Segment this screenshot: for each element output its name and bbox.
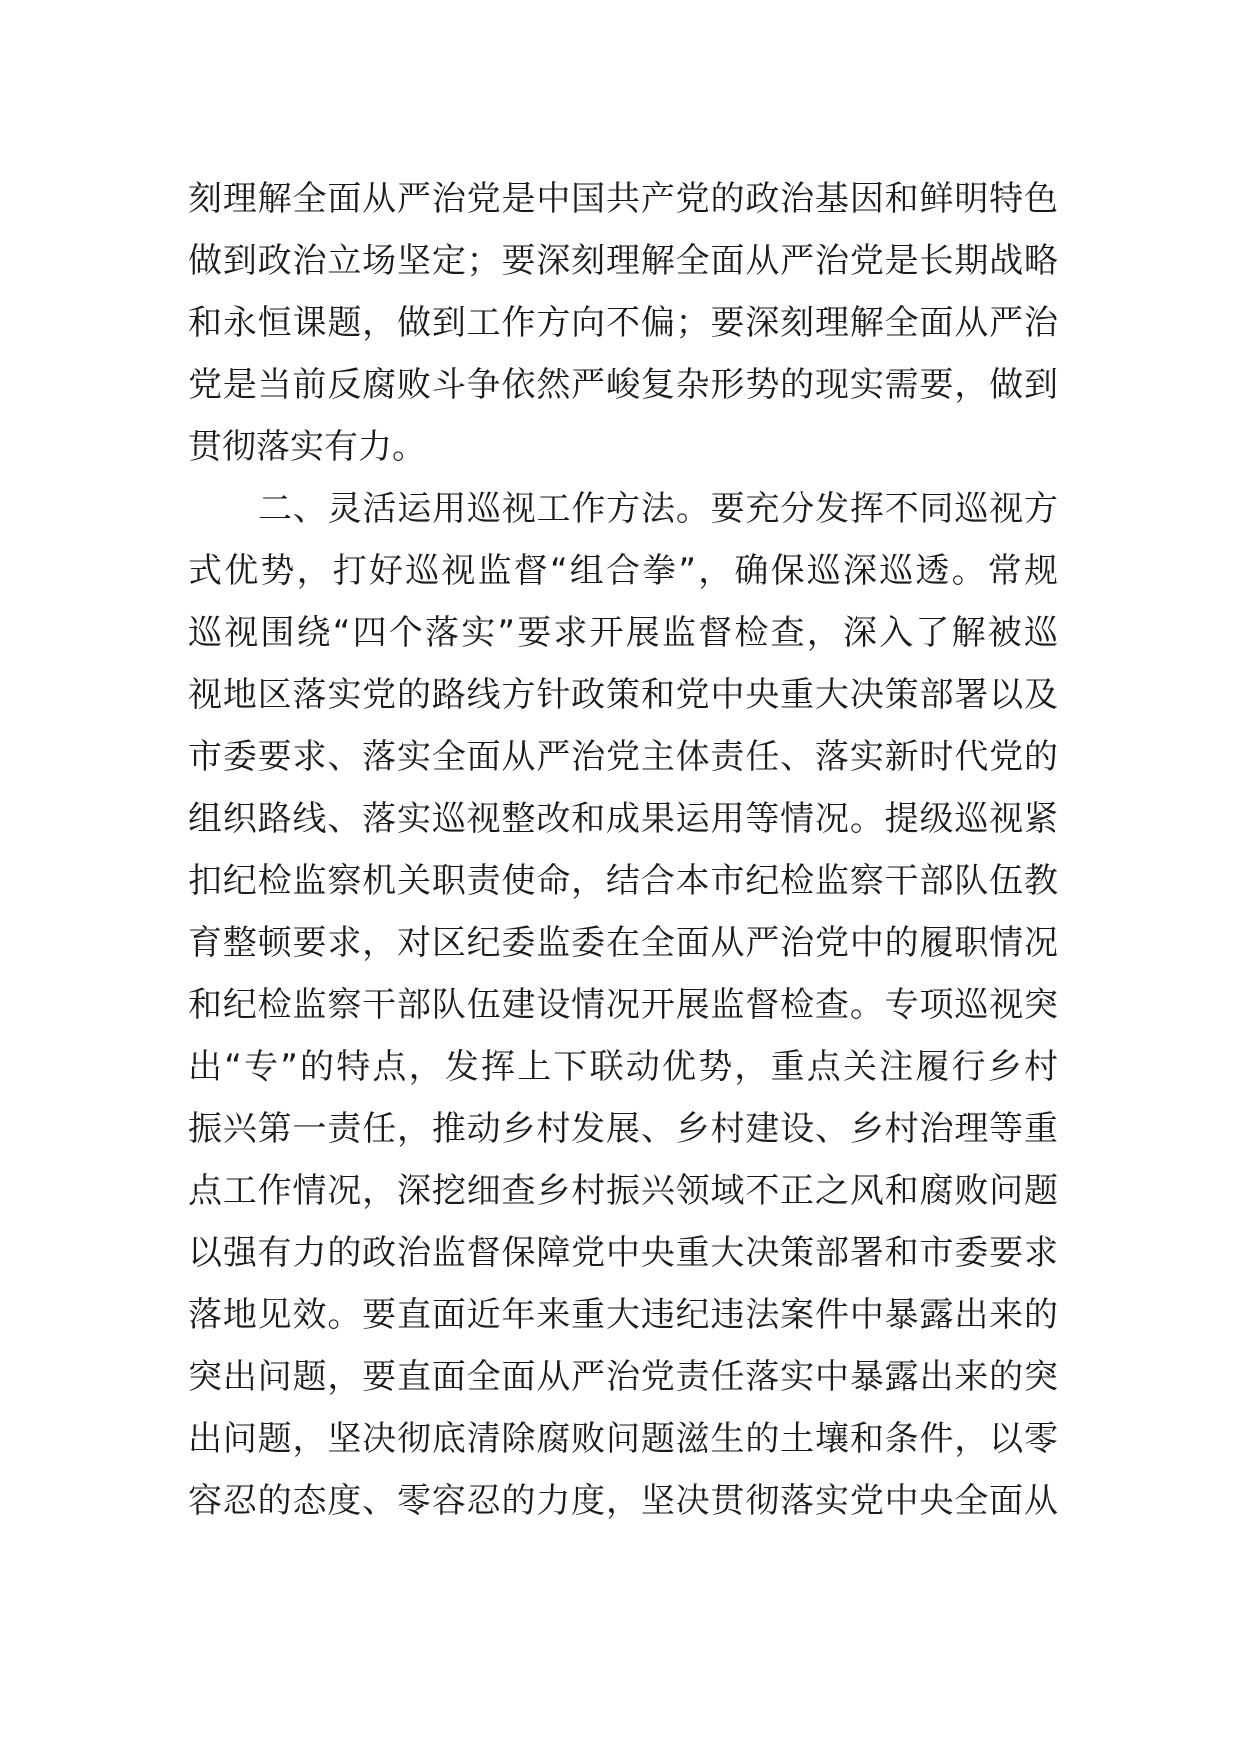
text-line: 点工作情况，深挖细查乡村振兴领域不正之风和腐败问题 [188, 1171, 1058, 1211]
text-line: 和永恒课题，做到工作方向不偏；要深刻理解全面从严治 [188, 303, 1058, 343]
text-line: 视地区落实党的路线方针政策和党中央重大决策部署以及 [188, 675, 1058, 715]
text-line: 党是当前反腐败斗争依然严峻复杂形势的现实需要，做到 [188, 365, 1058, 405]
text-line: 巡视围绕“四个落实”要求开展监督检查，深入了解被巡 [188, 613, 1058, 653]
text-line: 育整顿要求，对区纪委监委在全面从严治党中的履职情况 [188, 923, 1058, 963]
text-line: 出问题，坚决彻底清除腐败问题滋生的土壤和条件，以零 [188, 1419, 1058, 1459]
text-line: 出“专”的特点，发挥上下联动优势，重点关注履行乡村 [188, 1047, 1058, 1087]
text-line: 刻理解全面从严治党是中国共产党的政治基因和鲜明特色 [188, 179, 1058, 219]
text-line: 和纪检监察干部队伍建设情况开展监督检查。专项巡视突 [188, 985, 1058, 1025]
text-line: 以强有力的政治监督保障党中央重大决策部署和市委要求 [188, 1233, 1058, 1273]
text-line: 容忍的态度、零容忍的力度，坚决贯彻落实党中央全面从 [188, 1481, 1058, 1521]
text-line: 贯彻落实有力。 [188, 427, 426, 467]
text-line: 振兴第一责任，推动乡村发展、乡村建设、乡村治理等重 [188, 1109, 1058, 1149]
section-heading-line: 二、灵活运用巡视工作方法。要充分发挥不同巡视方 [258, 489, 1058, 529]
text-line: 组织路线、落实巡视整改和成果运用等情况。提级巡视紧 [188, 799, 1058, 839]
text-line: 落地见效。要直面近年来重大违纪违法案件中暴露出来的 [188, 1295, 1058, 1335]
text-line: 做到政治立场坚定；要深刻理解全面从严治党是长期战略 [188, 241, 1058, 281]
text-line: 式优势，打好巡视监督“组合拳”，确保巡深巡透。常规 [188, 551, 1058, 591]
text-line: 扣纪检监察机关职责使命，结合本市纪检监察干部队伍教 [188, 861, 1058, 901]
text-line: 突出问题，要直面全面从严治党责任落实中暴露出来的突 [188, 1357, 1058, 1397]
text-line: 市委要求、落实全面从严治党主体责任、落实新时代党的 [188, 737, 1058, 777]
body-text [188, 168, 1058, 1532]
